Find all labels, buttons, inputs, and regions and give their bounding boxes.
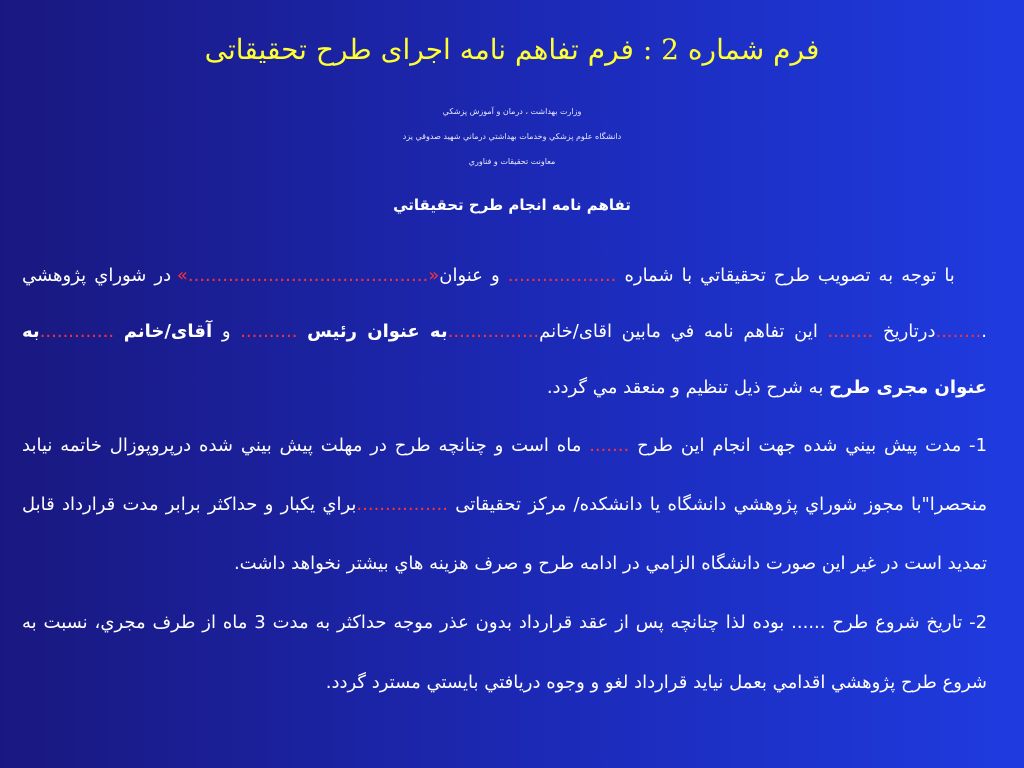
clause2-text: 2- تاريخ شروع طرح ...... بوده لذا چنانچه پس از عقد قرارداد بدون عذر موجه حداكثر به مدت 3 ماه از طرف مجري، نسبت به شروع طرح پژوهشي اقدامي بعمل نيايد قرارداد لغو و وجوه دريافتي بايستي مسترد گردد. — [22, 612, 988, 693]
university-line: دانشگاه علوم پزشكي وخدمات بهداشتي درماني شهيد صدوقي يزد — [402, 132, 622, 141]
council-blank: ........ — [935, 321, 982, 342]
executor-role-label: به عنوان مجری طرح — [22, 321, 987, 398]
executor-name-blank: ............. — [39, 321, 124, 342]
project-title-blank: «..........................................» — [176, 265, 440, 286]
slide-title: فرم شماره 2 : فرم تفاهم نامه اجرای طرح تحقیقاتی — [204, 33, 820, 66]
intro-text-4: درتاريخ — [873, 321, 936, 342]
ministry-line: وزارت بهداشت ، درمان و آموزش پزشكي — [442, 107, 582, 116]
deputy-line: معاونت تحقيقات و فناوري — [468, 157, 556, 166]
agreement-body — [22, 248, 987, 713]
months-blank: ....... — [589, 435, 630, 456]
intro-text-5: اين تفاهم نامه في مابين اقای/خانم — [539, 321, 828, 342]
paragraph-clause-2 — [22, 593, 987, 713]
intro-text-2: و عنوان — [439, 265, 508, 286]
intro-text-3: در شوراي پژوهشي . — [22, 265, 987, 342]
project-number-blank: ................... — [507, 265, 617, 286]
clause1-text-3: براي يكبار و حداكثر برابر مدت قرارداد قابل تمديد است در غير اين صورت دانشگاه الزامي در ادامه طرح و صرف هزينه هاي بيشتر نخواهد داشت. — [22, 494, 987, 574]
mr-ms-label: آقای/خانم — [123, 321, 213, 342]
clause1-text-2: ماه است و چنانچه طرح در مهلت پيش بيني شده درپروپوزال خاتمه نيابد منحصرا"با مجوز شوراي پژوهشي دانشگاه يا دانشكده/ مركز تحقيقاتی — [22, 435, 987, 515]
intro-text-6: و — [212, 321, 241, 342]
paragraph-clause-1 — [22, 416, 987, 593]
head-name-blank: .......... — [240, 321, 308, 342]
paragraph-intro — [22, 248, 987, 416]
party-name-blank: ................ — [447, 321, 540, 342]
research-center-blank: ................ — [356, 494, 448, 515]
head-role-label: به عنوان رئيس — [307, 321, 448, 342]
clause1-text-1: 1- مدت پيش بيني شده جهت انجام اين طرح — [629, 435, 988, 456]
date-blank: ........ — [827, 321, 874, 342]
intro-text-7: به شرح ذيل تنظيم و منعقد مي گردد. — [546, 377, 830, 398]
agreement-subheading: تفاهم نامه انجام طرح تحقيقاتي — [393, 196, 631, 214]
intro-text-1: با توجه به تصويب طرح تحقيقاتي با شماره — [616, 265, 955, 286]
